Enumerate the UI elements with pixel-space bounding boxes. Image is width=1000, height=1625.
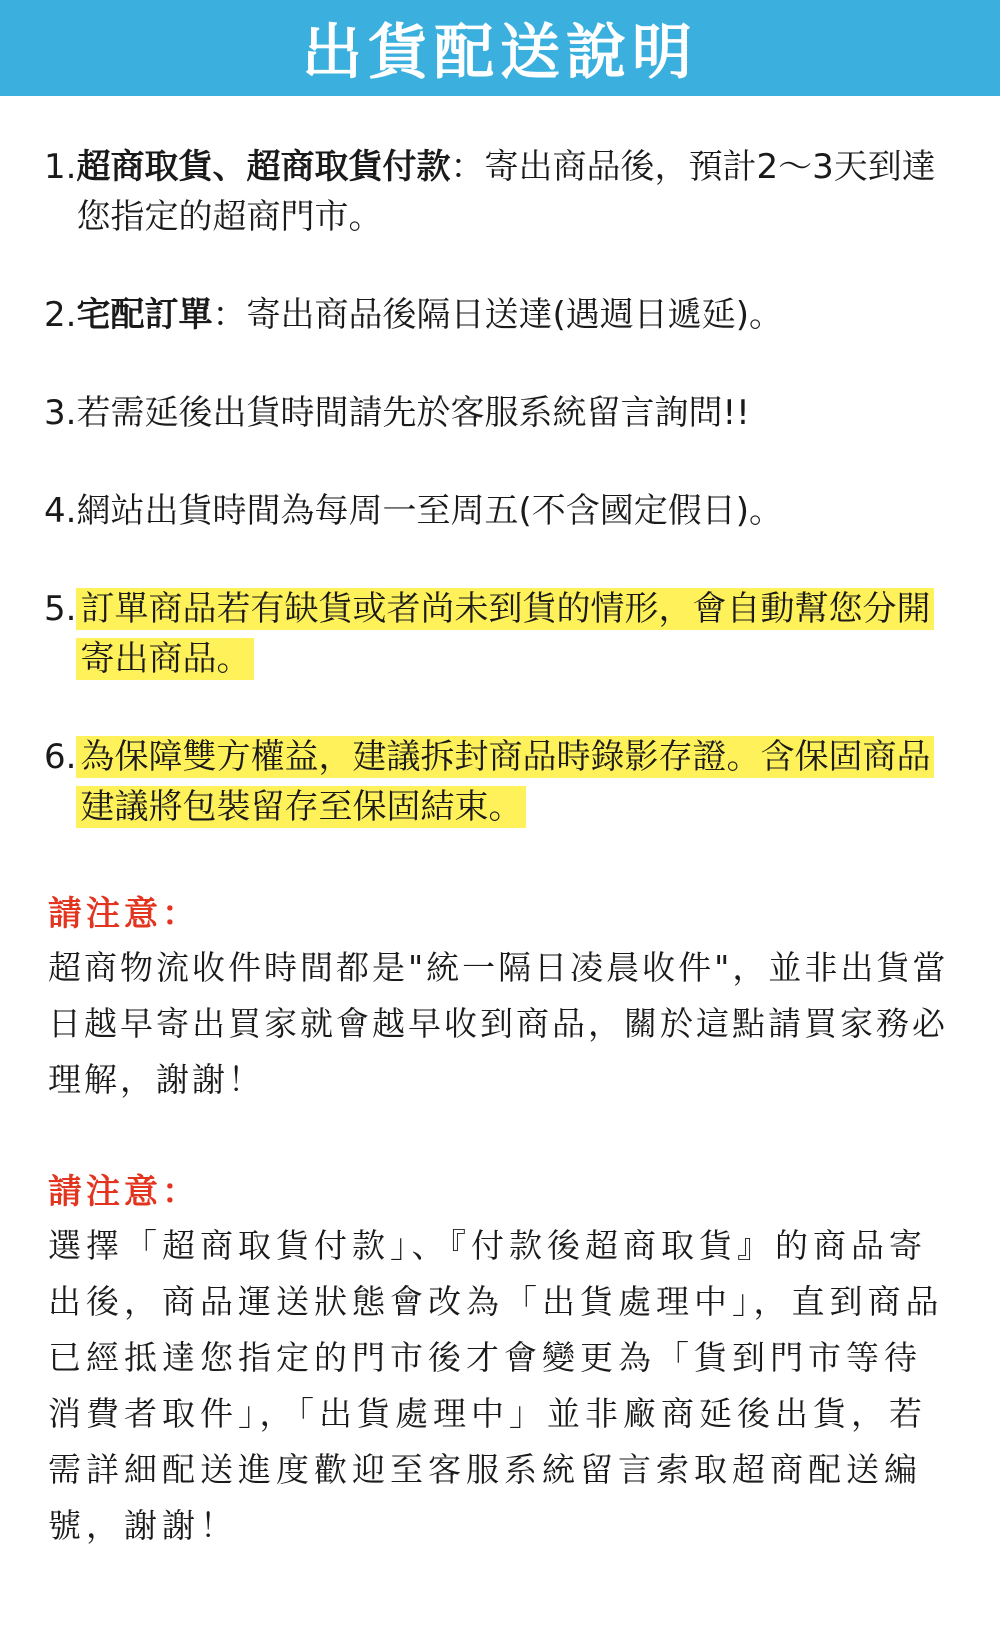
notice-title: 請注意： (48, 894, 200, 934)
page-header (0, 0, 1000, 96)
list-item-6 (44, 732, 956, 832)
item-number: 6. (44, 737, 77, 777)
highlighted-text: 為保障雙方權益，建議拆封商品時錄影存證。含保固商品建議將包裝留存至保固結束。 (76, 736, 934, 828)
item-number: 3. (44, 393, 77, 433)
list-item-5 (44, 584, 956, 684)
highlighted-text: 訂單商品若有缺貨或者尚未到貨的情形，會自動幫您分開寄出商品。 (76, 588, 934, 680)
list-item-1 (44, 142, 956, 242)
notice-block-2 (48, 1166, 956, 1554)
item-text (76, 732, 956, 832)
item-body: 若需延後出貨時間請先於客服系統留言詢問!! (76, 393, 750, 433)
item-number: 2. (44, 295, 77, 335)
notice-body: 超商物流收件時間都是"統一隔日凌晨收件"，並非出貨當日越早寄出買家就會越早收到商品，關於這點請買家務必理解，謝謝！ (48, 948, 949, 1099)
item-body: 網站出貨時間為每周一至周五(不含國定假日)。 (76, 491, 783, 531)
list-item-2 (44, 290, 956, 340)
item-body: ：寄出商品後隔日送達(遇週日遞延)。 (212, 295, 783, 335)
item-number: 1. (44, 147, 77, 187)
item-bold-label: 超商取貨、超商取貨付款 (76, 147, 451, 187)
item-number: 5. (44, 589, 77, 629)
item-bold-label: 宅配訂單 (76, 295, 213, 335)
notice-body: 選擇「超商取貨付款」、『付款後超商取貨』的商品寄出後，商品運送狀態會改為「出貨處理中」，直到商品已經抵達您指定的門市後才會變更為「貨到門市等待消費者取件」，「出貨處理中」並非廠商延後出貨，若需詳細配送進度歡迎至客服系統留言索取超商配送編號，謝謝！ (48, 1226, 944, 1545)
list-item-4 (44, 486, 956, 536)
item-text (76, 142, 956, 242)
item-number: 4. (44, 491, 77, 531)
item-text (76, 290, 956, 340)
item-text (76, 584, 956, 684)
item-body: ：寄出商品後，預計2～3天到達您指定的超商門市。 (76, 147, 936, 237)
shipping-info (0, 96, 1000, 1554)
page-title: 出貨配送說明 (302, 18, 698, 88)
list-item-3 (44, 388, 956, 438)
notice-title: 請注意： (48, 1172, 200, 1212)
notice-block-1 (48, 888, 956, 1108)
